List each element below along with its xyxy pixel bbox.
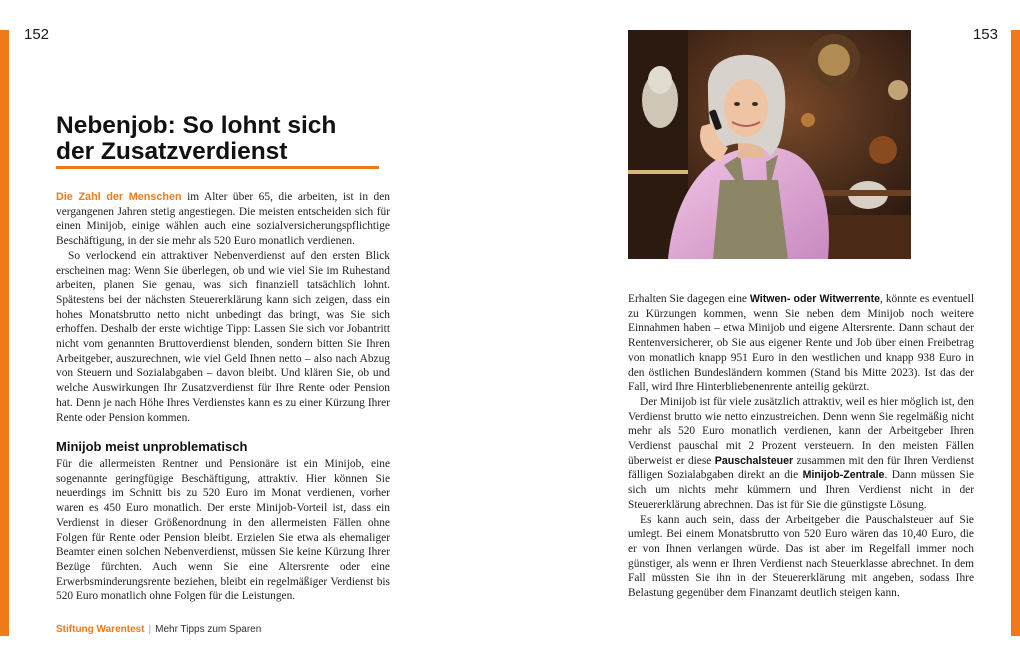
- p1-text-b: , könnte es eventuell zu Kürzungen kommen, wenn Sie neben dem Minijob noch weitere Einnahmen haben – etwa Minijob und eigene Altersrente. Dann schaut der Rentenversicherer, ob Sie aus eigener Rente und Job über einen Freibetrag von monatlich knapp 951 Euro in den westlichen und knapp 938 Euro in den östlichen Bundesländern kommen (Stand bis Mitte 2023). Ist das der Fall, wird Ihre Hinterbliebenenrente anteilig gekürzt.: [628, 293, 974, 394]
- footer-brand: Stiftung Warentest: [56, 624, 145, 635]
- right-page: [510, 0, 1020, 664]
- p1-text-a: Erhalten Sie dagegen eine: [628, 293, 750, 305]
- p2-text-c: . Dann müssen Sie sich um nichts mehr kümmern und Ihren Verdienst nicht in der Steuererklärung abrechnen. Das ist für Sie die günstigste Lösung.: [628, 469, 974, 511]
- p2-bold-term-2: Minijob-Zentrale: [802, 469, 885, 482]
- left-edge-accent-bar: [0, 30, 9, 636]
- headline-line-1: Nebenjob: So lohnt sich: [56, 112, 337, 139]
- paragraph-flat-tax: [628, 395, 974, 513]
- headline-line-2: der Zusatzverdienst: [56, 138, 288, 165]
- page-headline: [56, 113, 396, 165]
- paragraph-employer-passes-tax: Es kann auch sein, dass der Arbeitgeber die Pauschalsteuer auf Sie umlegt. Bei einem Monatsbrutto von 520 Euro wären das 10,40 Euro, die er von Ihnen verlangen würde. Das ist aber im Regelfall immer noch günstiger, als wenn er Ihren Verdienst nach Steuerklasse abrechnet. In dem Fall müssten Sie ihn in der Steuererklärung mit angeben, sodass Ihre Belastung gegenüber dem Finanzamt deutlich steigen kann.: [628, 513, 974, 600]
- page-number-right: 153: [972, 26, 998, 43]
- page-footer: [56, 624, 261, 635]
- intro-lead: Die Zahl der Menschen: [56, 191, 182, 203]
- footer-title: Mehr Tipps zum Sparen: [155, 624, 262, 635]
- right-edge-accent-bar: [1011, 30, 1020, 636]
- paragraph-2: So verlockend ein attraktiver Nebenverdienst auf den ersten Blick erscheinen mag: Wenn Sie überlegen, ob und wie viel Sie im Ruhestand arbeiten, planen Sie genau, was sich finanziell tatsächlich lohnt. Spätestens bei der nächsten Steuererklärung kann sich zeigen, dass ein hohes Monatsbrutto netto nicht unbedingt das bringt, was Sie sich erhoffen. Deshalb der erste wichtige Tipp: Lassen Sie sich vor Jobantritt nicht vom genannten Bruttoverdienst blenden, sondern bitten Sie Ihren Arbeitgeber, auszurechnen, wie viel Geld Ihnen netto – also nach Abzug von Steuern und Sozialabgaben – davon bleibt. Und klären Sie, ob und welche Auswirkungen Ihr Zusatzverdienst für Ihre Rente oder Pension hat. Denn je nach Höhe Ihres Verdienstes kann es zu einer Kürzung Ihrer Rente oder Pension kommen.: [56, 249, 390, 424]
- p2-text-b: zusammen mit den für Ihren Verdienst fälligen Sozialabgaben direkt an die: [628, 454, 974, 482]
- right-column: [628, 292, 974, 601]
- footer-separator: |: [148, 624, 152, 635]
- p2-bold-term-1: Pauschalsteuer: [714, 454, 794, 467]
- intro-paragraph: [56, 190, 390, 249]
- photo-woman-on-phone: [628, 30, 911, 259]
- paragraph-3: Für die allermeisten Rentner und Pensionäre ist ein Minijob, eine sogenannte geringfügige Beschäftigung, attraktiv. Hier können Sie neuerdings im Schnitt bis zu 520 Euro im Monat verdienen, vorher waren es 450 Euro monatlich. Der erste Minijob-Vorteil ist, dass ein Verdienst in dieser Größenordnung in den allermeisten Fällen ohne Folgen für Rente oder Pension bleibt. Erzielen Sie etwa als ehemaliger Beamter einen solchen Nebenverdienst, müssen Sie keine Kürzung Ihrer Bezüge fürchten. Auch wenn Sie eine Altersrente oder eine Erwerbsminderungsrente beziehen, bleibt ein regelmäßiger Verdienst bis 520 Euro monatlich ohne Folgen für die Leistungen.: [56, 458, 390, 603]
- minijob-column: [56, 457, 390, 604]
- intro-text: im Alter über 65, die arbeiten, ist in den vergangenen Jahren stetig angestiegen. Die meisten entscheiden sich für einen Minijob, einige wählen auch eine sozialversicherungspflichtige Beschäftigung, in der sie mehr als 520 Euro monatlich verdienen.: [56, 191, 390, 248]
- photo-illustration: [628, 30, 911, 259]
- page-number-left: 152: [24, 26, 50, 43]
- headline-underline: [56, 166, 379, 169]
- subheading-minijob: Minijob meist unproblematisch: [56, 439, 248, 454]
- paragraph-widow-pension: [628, 292, 974, 395]
- p1-bold-term: Witwen- oder Witwerrente: [749, 293, 881, 305]
- p2-text-a: Der Minijob ist für viele zusätzlich attraktiv, weil es hier möglich ist, den Verdienst brutto wie netto einzustreichen. Denn wenn Sie regelmäßig nicht mehr als 520 Euro monatlich verdienen, kann der Arbeitgeber Ihren Verdienst pauschal mit 2 Prozent versteuern. In den meisten Fällen überweist er diese: [628, 395, 974, 467]
- intro-column: [56, 190, 390, 425]
